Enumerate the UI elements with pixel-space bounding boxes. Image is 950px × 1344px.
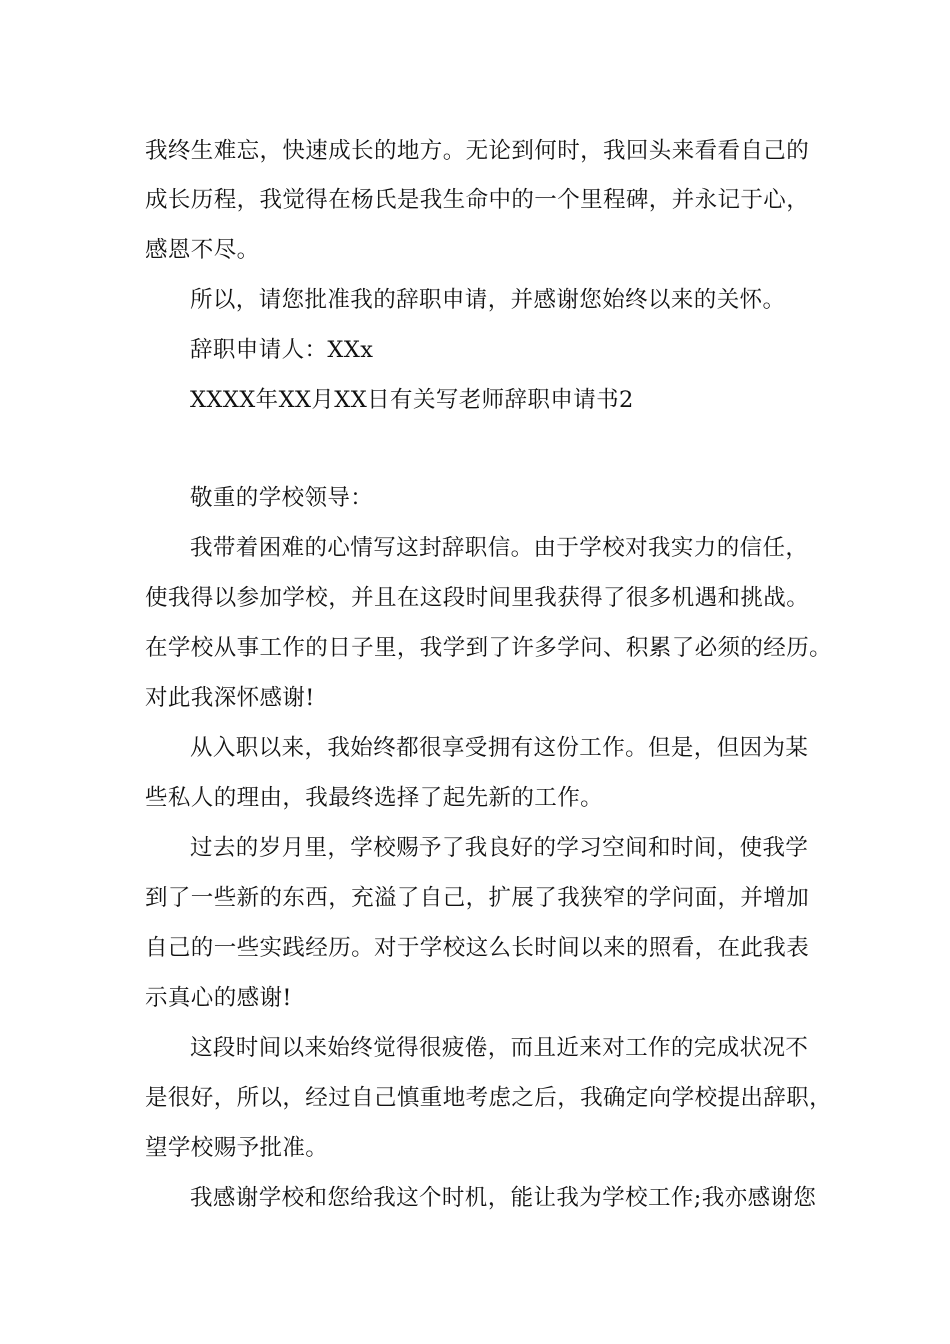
text-line: 我感谢学校和您给我这个时机，能让我为学校工作;我亦感谢您 (190, 1185, 817, 1211)
text-line: 在学校从事工作的日子里，我学到了许多学问、积累了必须的经历。 (145, 635, 833, 661)
signature-line: 辞职申请人：XXx (190, 337, 374, 363)
text-line: 望学校赐予批准。 (145, 1135, 329, 1161)
text-line: 自己的一些实践经历。对于学校这么长时间以来的照看，在此我表 (145, 935, 810, 961)
text-line: 些私人的理由，我最终选择了起先新的工作。 (145, 785, 604, 811)
text-line: 从入职以来，我始终都很享受拥有这份工作。但是，但因为某 (190, 735, 809, 761)
text-line: 我带着困难的心情写这封辞职信。由于学校对我实力的信任， (190, 535, 809, 561)
text-line: 示真心的感谢! (145, 985, 292, 1011)
text-line: 这段时间以来始终觉得很疲倦，而且近来对工作的完成状况不 (190, 1035, 809, 1061)
text-line: 是很好，所以，经过自己慎重地考虑之后，我确定向学校提出辞职， (145, 1085, 833, 1111)
date-title-line: XXXX年XX月XX日有关写老师辞职申请书2 (190, 387, 634, 413)
text-line: 对此我深怀感谢! (145, 685, 315, 711)
salutation: 敬重的学校领导： (190, 485, 374, 511)
text-line: 我终生难忘，快速成长的地方。无论到何时，我回头来看看自己的 (145, 138, 810, 164)
text-line: 所以，请您批准我的辞职申请，并感谢您始终以来的关怀。 (190, 287, 786, 313)
text-line: 感恩不尽。 (145, 237, 260, 263)
text-line: 过去的岁月里，学校赐予了我良好的学习空间和时间，使我学 (190, 835, 809, 861)
text-line: 使我得以参加学校，并且在这段时间里我获得了很多机遇和挑战。 (145, 585, 810, 611)
text-line: 到了一些新的东西，充溢了自己，扩展了我狭窄的学问面，并增加 (145, 885, 810, 911)
text-line: 成长历程，我觉得在杨氏是我生命中的一个里程碑，并永记于心， (145, 187, 810, 213)
